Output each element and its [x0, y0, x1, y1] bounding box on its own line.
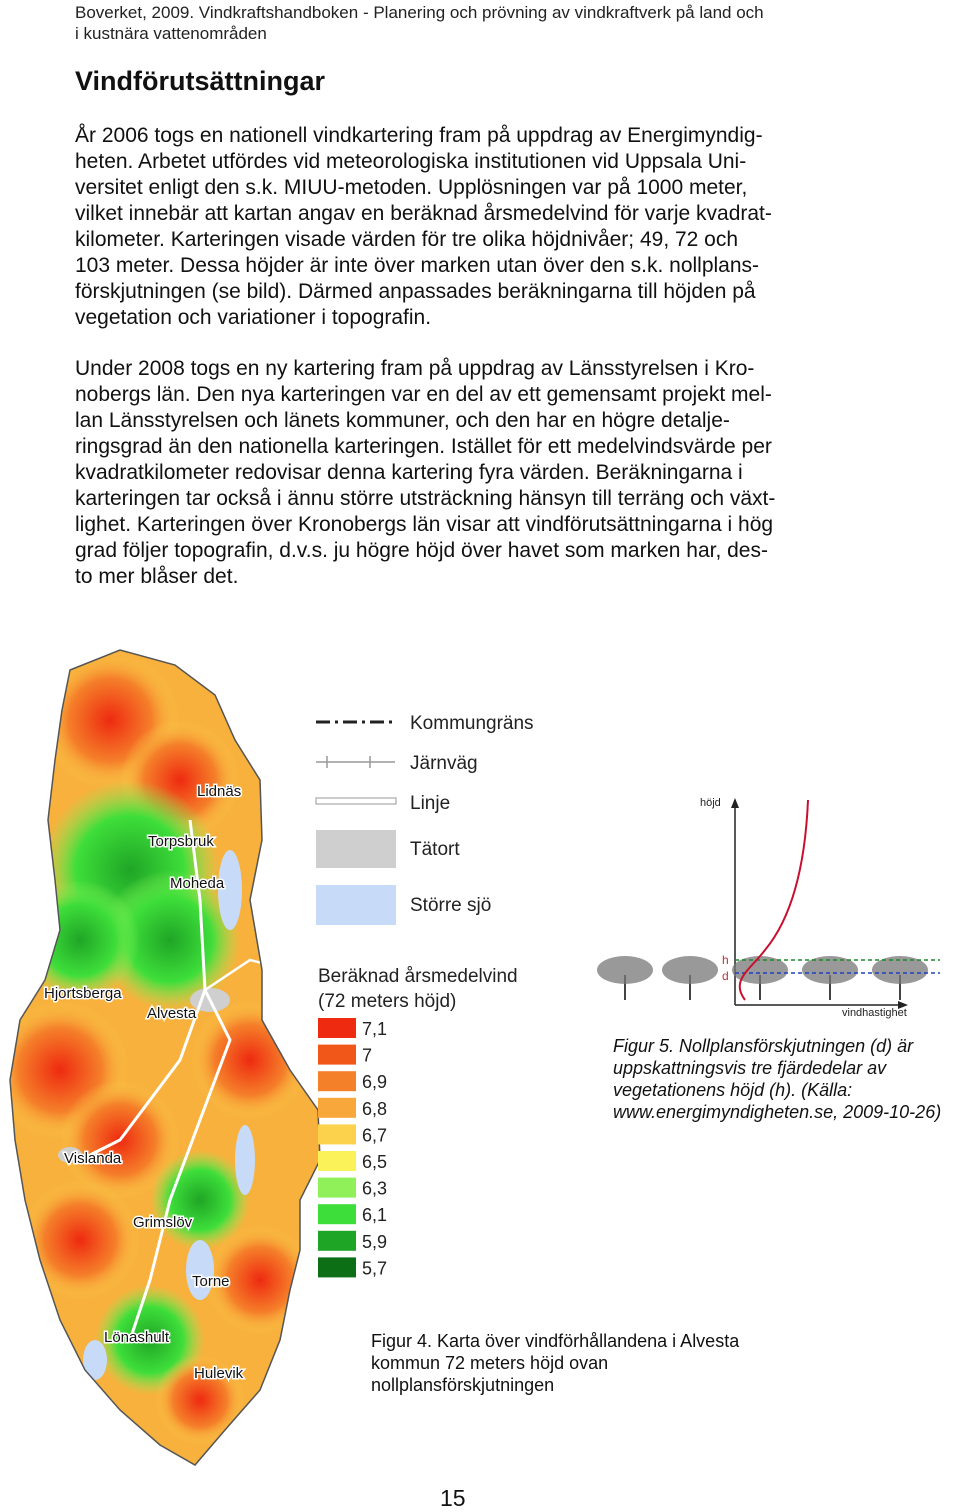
scale-swatch — [318, 1045, 356, 1065]
paragraph-2-line: grad följer topografin, d.v.s. ju högre höjd över havet som marken har, des- — [75, 539, 768, 562]
height-axis-arrow — [731, 798, 739, 808]
paragraph-2-line: karteringen tar också i ännu större utsträckning hänsyn till terräng och växt- — [75, 487, 776, 510]
tatort-symbol — [316, 830, 396, 868]
paragraph-1-line: versitet enligt den s.k. MIUU-metoden. Upplösningen var på 1000 meter, — [75, 176, 748, 199]
figure-5-caption: Figur 5. Nollplansförskjutningen (d) är uppskattningsvis tre fjärdedelar av vegetationens höjd (h). (Källa: www.energimyndigheten.se, 2009-10-26) — [613, 1036, 942, 1122]
scale-swatch — [318, 1178, 356, 1198]
place-label: Grimslöv — [133, 1214, 193, 1231]
h-label: h — [722, 953, 729, 967]
speed-axis-label: vindhastighet — [842, 1007, 907, 1019]
wind-scale — [318, 1018, 387, 1278]
running-header — [75, 2, 865, 44]
scale-title: Beräknad årsmedelvind — [318, 966, 518, 987]
legend-label: Tätort — [410, 839, 460, 860]
scale-value: 6,1 — [362, 1205, 388, 1226]
place-label: Torne — [192, 1273, 230, 1290]
header-line-1: Boverket, 2009. Vindkraftshandboken - Planering och prövning av vindkraftverk på land och — [75, 3, 764, 22]
tree-icon — [597, 956, 653, 1000]
scale-value: 6,9 — [362, 1072, 388, 1093]
scale-swatch — [318, 1151, 356, 1171]
scale-value: 7,1 — [362, 1019, 388, 1039]
header-line-2: i kustnära vattenområden — [75, 24, 267, 43]
scale-value: 6,7 — [362, 1125, 388, 1146]
linje-symbol — [316, 798, 396, 804]
scale-swatch — [318, 1018, 356, 1038]
paragraph-2-line: lan Länsstyrelsen och länets kommuner, och den har en högre detalje- — [75, 409, 730, 432]
legend-label: Linje — [410, 793, 451, 814]
trees — [597, 956, 928, 1000]
paragraph-2 — [75, 356, 835, 590]
place-label: Alvesta — [147, 1005, 197, 1022]
height-axis-label: höjd — [700, 797, 721, 809]
page-number: 15 — [440, 1485, 466, 1511]
map-legend — [316, 713, 534, 1278]
d-label: d — [722, 969, 729, 983]
paragraph-1-line: vilket innebär att kartan angav en beräknad årsmedelvind för varje kvadrat- — [75, 202, 772, 225]
scale-subtitle: (72 meters höjd) — [318, 991, 457, 1012]
paragraph-1-line: År 2006 togs en nationell vindkartering fram på uppdrag av Energimyndig- — [75, 124, 763, 147]
section-heading: Vindförutsättningar — [75, 66, 326, 96]
scale-swatch — [318, 1257, 356, 1277]
paragraph-1-line: kilometer. Karteringen visade värden för tre olika höjdnivåer; 49, 72 och — [75, 228, 739, 251]
place-label: Hulevik — [194, 1365, 244, 1382]
legend-label: Kommungräns — [410, 713, 534, 734]
scale-swatch — [318, 1098, 356, 1118]
paragraph-2-line: ringsgrad än den nationella karteringen. Istället för ett medelvindsvärde per — [75, 435, 772, 458]
paragraph-1-line: heten. Arbetet utfördes vid meteorologiska institutionen vid Uppsala Uni- — [75, 150, 747, 173]
place-label: Vislanda — [64, 1150, 122, 1167]
paragraph-1-line: vegetation och variationer i topografin. — [75, 306, 432, 329]
scale-value: 6,5 — [362, 1152, 388, 1172]
place-label: Torpsbruk — [148, 833, 214, 850]
scale-value: 6,8 — [362, 1098, 388, 1119]
paragraph-1 — [75, 123, 835, 331]
paragraph-2-line: lighet. Karteringen över Kronobergs län visar att vindförutsättningarna i hög — [75, 513, 774, 536]
scale-swatch — [318, 1204, 356, 1224]
paragraph-2-line: to mer blåser det. — [75, 565, 239, 588]
paragraph-2-line: nobergs län. Den nya karteringen var en del av ett gemensamt projekt mel- — [75, 383, 772, 406]
legend-label: Järnväg — [410, 753, 478, 774]
place-label: Moheda — [170, 875, 225, 892]
wind-profile-figure — [597, 797, 940, 1019]
scale-swatch — [318, 1071, 356, 1091]
paragraph-1-line: 103 meter. Dessa höjder är inte över marken utan över den s.k. nollplans- — [75, 254, 760, 277]
paragraph-1-line: förskjutningen (se bild). Därmed anpassades beräkningarna till höjden på — [75, 280, 756, 303]
place-label: Lidnäs — [197, 783, 242, 800]
paragraph-2-line: kvadratkilometer redovisar denna kartering fyra värden. Beräkningarna i — [75, 461, 743, 484]
scale-value: 6,3 — [362, 1178, 388, 1199]
scale-swatch — [318, 1231, 356, 1251]
figure-4-caption: Figur 4. Karta över vindförhållandena i Alvesta kommun 72 meters höjd ovan nollplansförskjutningen — [371, 1331, 740, 1395]
place-label: Hjortsberga — [44, 985, 122, 1002]
scale-value: 5,9 — [362, 1231, 388, 1252]
storre-sjo-symbol — [316, 885, 396, 925]
place-label: Lönashult — [104, 1329, 170, 1346]
scale-swatch — [318, 1124, 356, 1144]
tree-icon — [802, 956, 858, 1000]
scale-value: 5,7 — [362, 1258, 388, 1279]
paragraph-2-line: Under 2008 togs en ny kartering fram på uppdrag av Länsstyrelsen i Kro- — [75, 357, 755, 380]
tree-icon — [872, 956, 928, 1000]
scale-value: 7 — [362, 1045, 373, 1066]
municipality-map — [0, 640, 330, 1485]
tree-icon — [662, 956, 718, 1000]
legend-label: Större sjö — [410, 895, 492, 916]
